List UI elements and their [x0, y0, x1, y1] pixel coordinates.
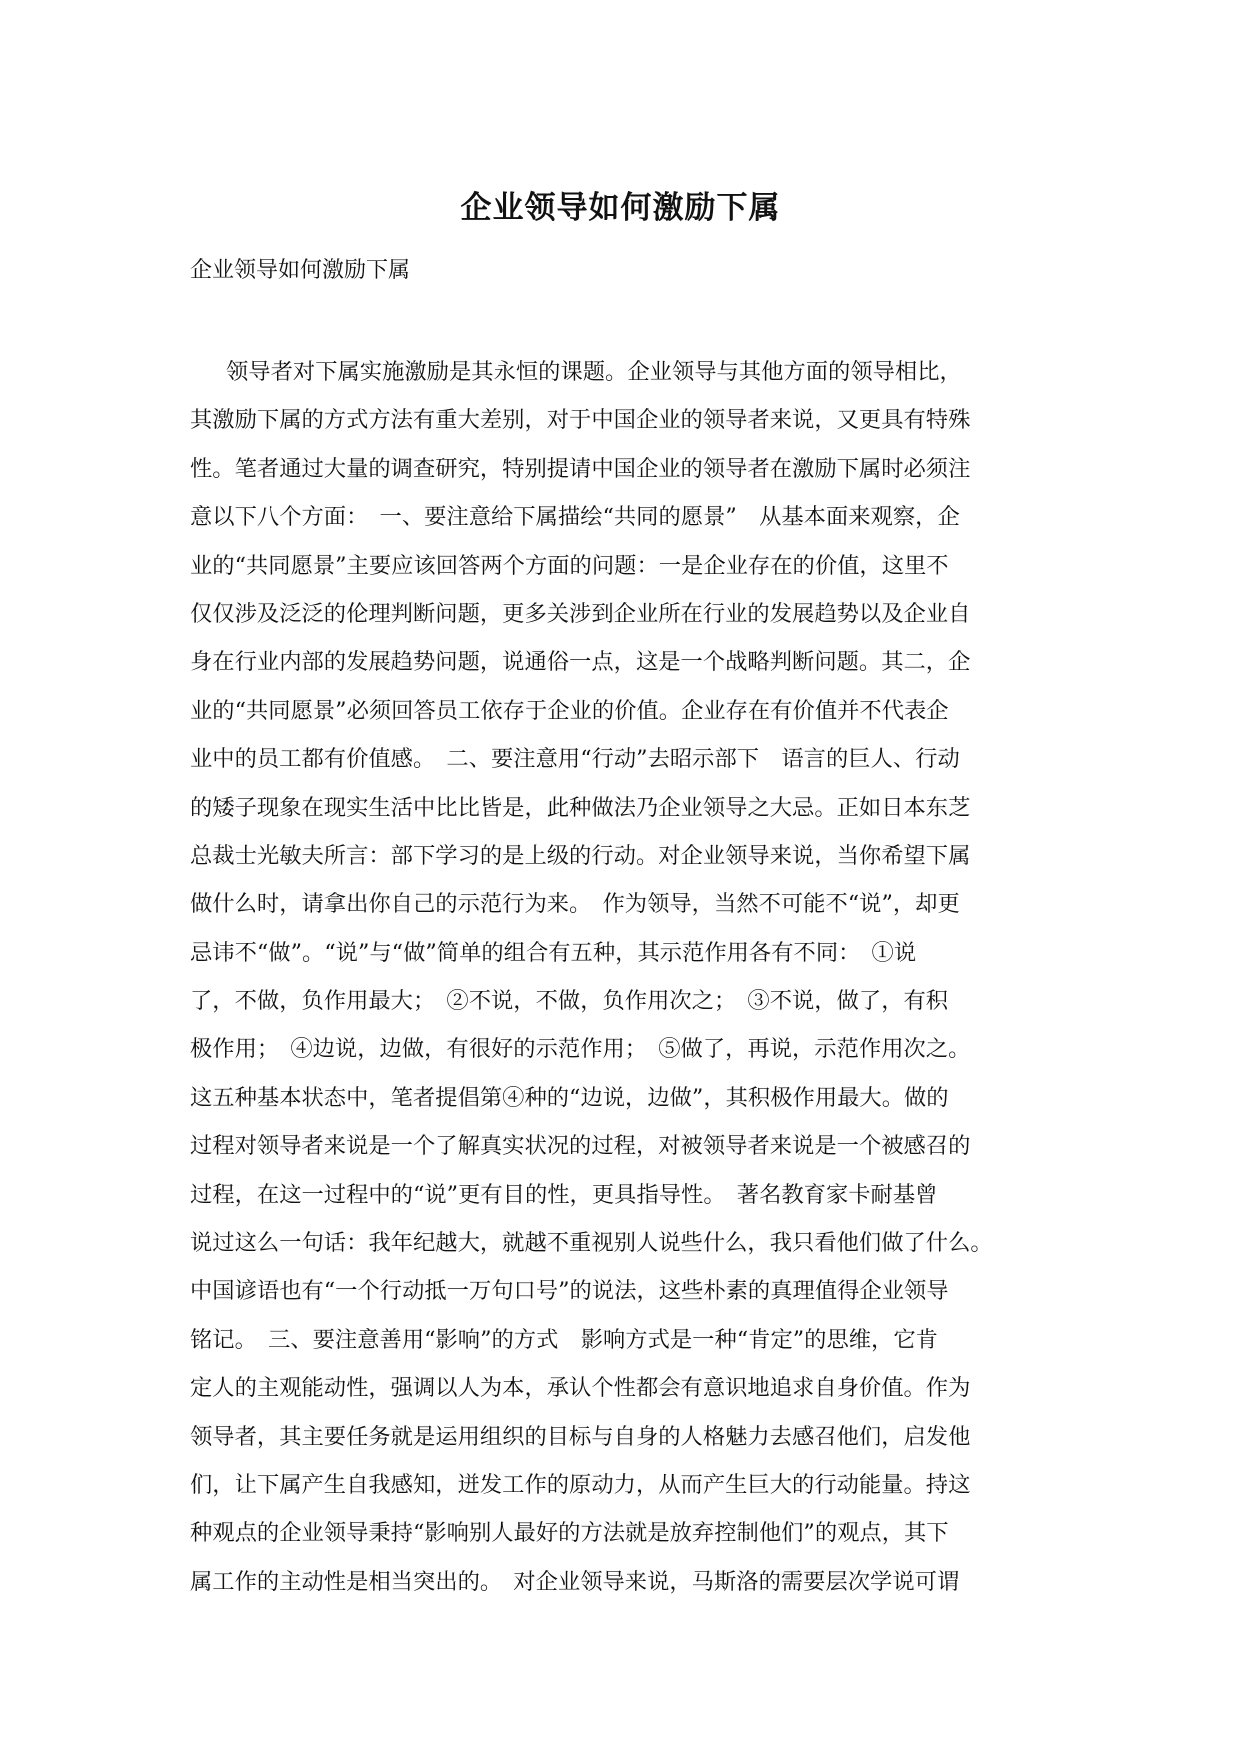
text-line: 业中的员工都有价值感。 二、要注意用“行动”去昭示部下 语言的巨人、行动	[190, 746, 960, 773]
text-line: 铭记。 三、要注意善用“影响”的方式 影响方式是一种“肯定”的思维，它肯	[190, 1326, 938, 1353]
text-line: 了，不做，负作用最大； ②不说，不做，负作用次之； ③不说，做了，有积	[190, 988, 949, 1015]
document-subtitle: 企业领导如何激励下属	[190, 258, 411, 283]
text-line: 属工作的主动性是相当突出的。 对企业领导来说，马斯洛的需要层次学说可谓	[190, 1568, 960, 1595]
text-line: 性。笔者通过大量的调查研究，特别提请中国企业的领导者在激励下属时必须注	[190, 455, 971, 482]
text-line: 过程，在这一过程中的“说”更有目的性，更具指导性。 著名教育家卡耐基曾	[190, 1181, 938, 1208]
text-line: 中国谚语也有“一个行动抵一万句口号”的说法，这些朴素的真理值得企业领导	[190, 1278, 949, 1305]
text-line: 其激励下属的方式方法有重大差别，对于中国企业的领导者来说，又更具有特殊	[190, 407, 971, 434]
text-line: 极作用； ④边说，边做，有很好的示范作用； ⑤做了，再说，示范作用次之。	[190, 1036, 971, 1063]
text-line: 做什么时，请拿出你自己的示范行为来。 作为领导，当然不可能不“说”，却更	[190, 891, 960, 918]
text-line: 忌讳不“做”。“说”与“做”简单的组合有五种，其示范作用各有不同： ①说	[190, 939, 917, 966]
document-title: 企业领导如何激励下属	[460, 190, 781, 226]
text-line: 的矮子现象在现实生活中比比皆是，此种做法乃企业领导之大忌。正如日本东芝	[190, 794, 971, 821]
text-line: 仅仅涉及泛泛的伦理判断问题，更多关涉到企业所在行业的发展趋势以及企业自	[190, 600, 971, 627]
text-line: 定人的主观能动性，强调以人为本，承认个性都会有意识地追求自身价值。作为	[190, 1375, 971, 1402]
text-line: 总裁士光敏夫所言：部下学习的是上级的行动。对企业领导来说，当你希望下属	[190, 842, 971, 869]
text-line: 业的“共同愿景”必须回答员工依存于企业的价值。企业存在有价值并不代表企	[190, 697, 949, 724]
text-line: 种观点的企业领导秉持“影响别人最好的方法就是放弃控制他们”的观点，其下	[190, 1520, 949, 1547]
text-line: 过程对领导者来说是一个了解真实状况的过程，对被领导者来说是一个被感召的	[190, 1133, 971, 1160]
text-line: 领导者对下属实施激励是其永恒的课题。企业领导与其他方面的领导相比，	[226, 359, 962, 385]
body-paragraph	[190, 348, 1070, 1606]
text-line: 说过这么一句话：我年纪越大，就越不重视别人说些什么，我只看他们做了什么。	[190, 1230, 993, 1257]
text-line: 们，让下属产生自我感知，迸发工作的原动力，从而产生巨大的行动能量。持这	[190, 1471, 971, 1498]
text-line: 这五种基本状态中，笔者提倡第④种的“边说，边做”，其积极作用最大。做的	[190, 1084, 949, 1111]
text-line: 意以下八个方面： 一、要注意给下属描绘“共同的愿景” 从基本面来观察，企	[190, 504, 960, 531]
text-line: 领导者，其主要任务就是运用组织的目标与自身的人格魅力去感召他们，启发他	[190, 1423, 971, 1450]
text-line: 身在行业内部的发展趋势问题，说通俗一点，这是一个战略判断问题。其二，企	[190, 649, 971, 676]
text-line: 业的“共同愿景”主要应该回答两个方面的问题：一是企业存在的价值，这里不	[190, 552, 949, 579]
